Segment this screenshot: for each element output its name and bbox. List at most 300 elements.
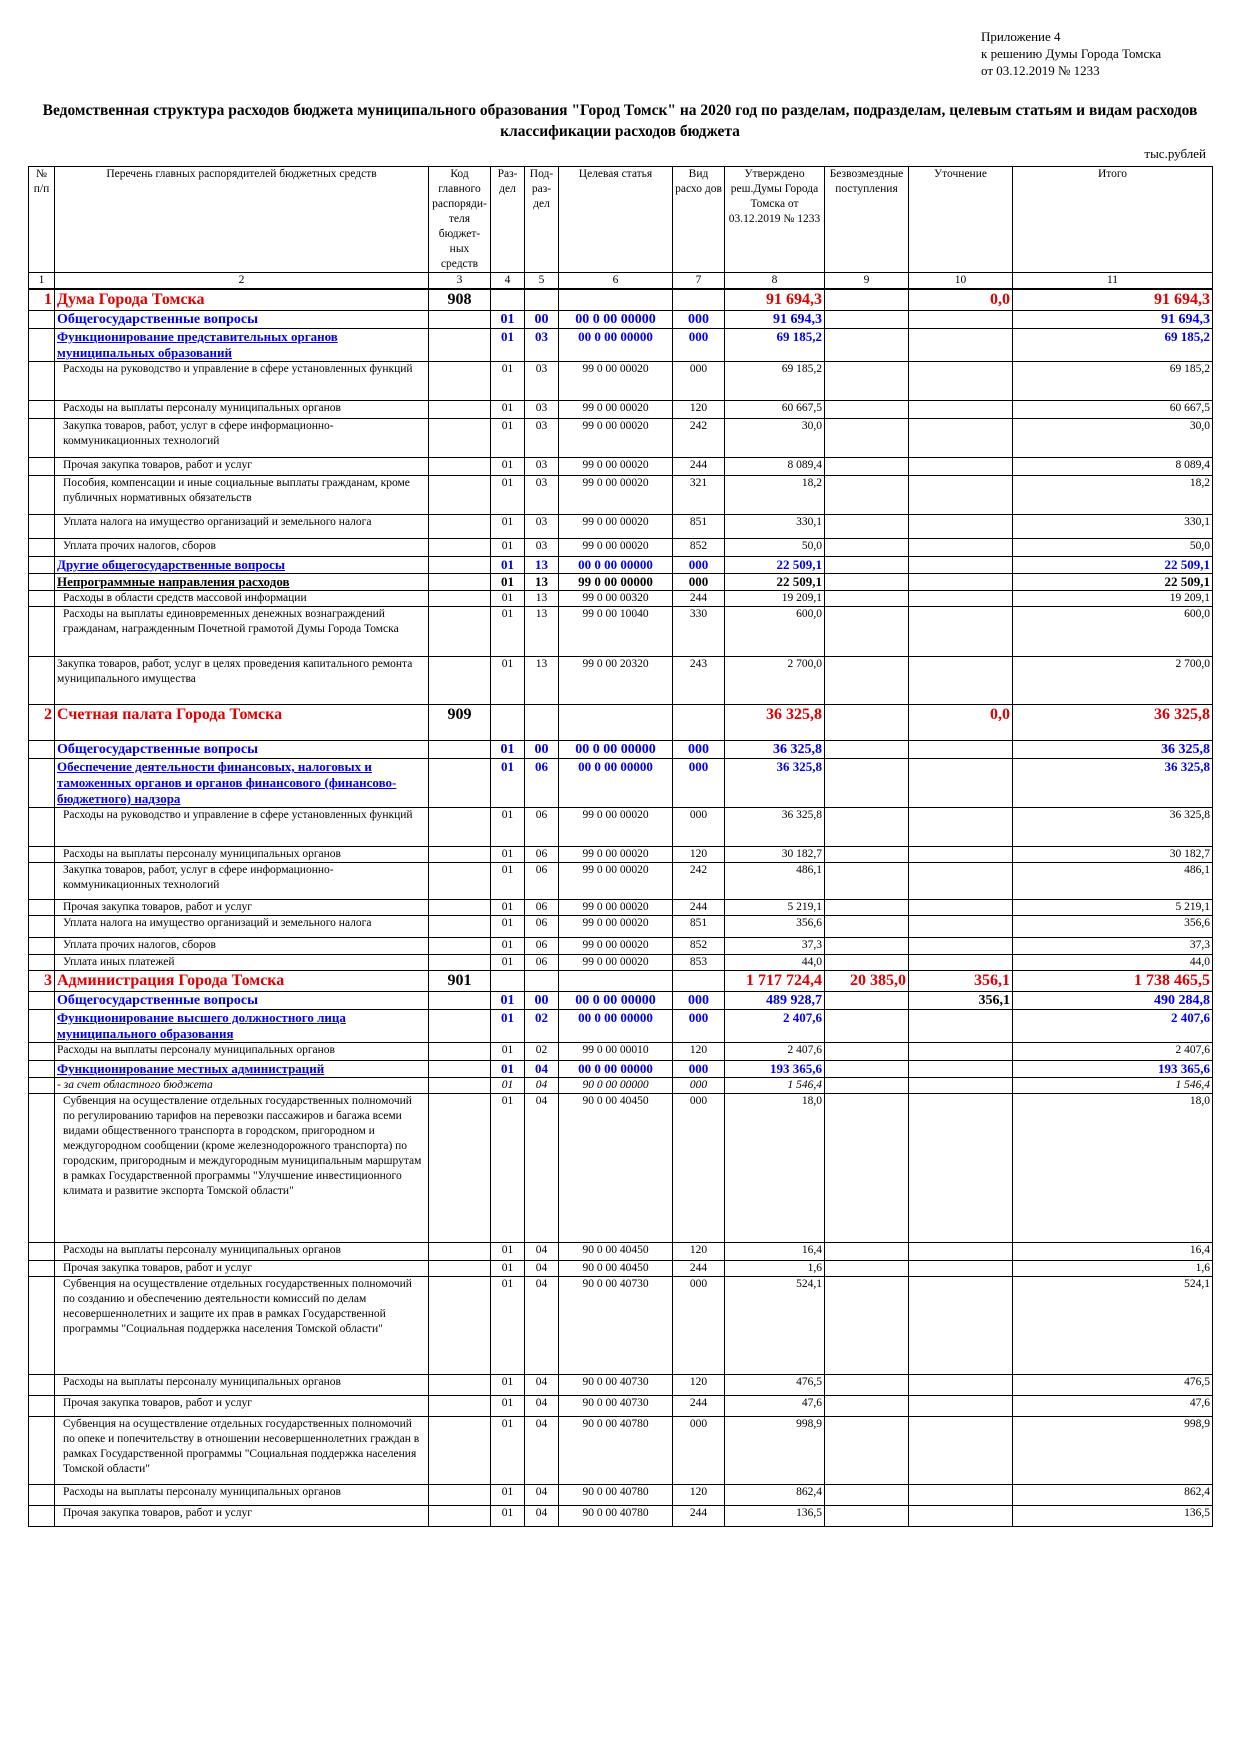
row-total: 36 325,8: [1013, 741, 1213, 759]
row-name: Непрограммные направления расходов: [55, 574, 429, 591]
row-expense-type: 853: [673, 955, 725, 971]
row-grbs-code: [429, 476, 491, 515]
row-target-article: 00 0 00 00000: [559, 1061, 673, 1078]
row-total: 2 407,6: [1013, 1010, 1213, 1043]
row-approved: 862,4: [725, 1485, 825, 1506]
row-subsection: 06: [525, 863, 559, 900]
row-approved: 69 185,2: [725, 362, 825, 401]
row-grbs-code: [429, 458, 491, 476]
row-target-article: 90 0 00 40730: [559, 1396, 673, 1417]
row-adjustment: [909, 574, 1013, 591]
row-number: [29, 955, 55, 971]
row-adjustment: [909, 1010, 1013, 1043]
row-expense-type: 000: [673, 311, 725, 329]
row-subsection: 00: [525, 992, 559, 1010]
table-row: [29, 574, 1213, 591]
row-number: [29, 458, 55, 476]
row-grants: [825, 557, 909, 574]
row-number: [29, 1396, 55, 1417]
row-number: [29, 741, 55, 759]
row-total: 91 694,3: [1013, 289, 1213, 311]
row-total: 330,1: [1013, 515, 1213, 539]
row-adjustment: [909, 1277, 1013, 1375]
row-subsection: 04: [525, 1261, 559, 1277]
row-approved: 91 694,3: [725, 311, 825, 329]
row-target-article: 00 0 00 00000: [559, 329, 673, 362]
row-subsection: 00: [525, 311, 559, 329]
row-total: 193 365,6: [1013, 1061, 1213, 1078]
row-grbs-code: [429, 741, 491, 759]
document-title: Ведомственная структура расходов бюджета муниципального образования "Город Томск" на 2020 год по разделам, подразделам, целевым статьям и видам расходов классификации расходов бюджета: [42, 102, 1198, 140]
row-adjustment: [909, 741, 1013, 759]
row-grbs-code: [429, 847, 491, 863]
row-subsection: 04: [525, 1061, 559, 1078]
row-subsection: 13: [525, 591, 559, 607]
row-section: 01: [491, 539, 525, 557]
row-subsection: 02: [525, 1043, 559, 1061]
row-total: 1 546,4: [1013, 1078, 1213, 1094]
row-approved: 69 185,2: [725, 329, 825, 362]
row-total: 30,0: [1013, 419, 1213, 458]
row-expense-type: 000: [673, 1078, 725, 1094]
row-target-article: [559, 289, 673, 311]
row-total: 47,6: [1013, 1396, 1213, 1417]
row-expense-type: 000: [673, 808, 725, 847]
table-row: [29, 1417, 1213, 1485]
row-grbs-code: [429, 1261, 491, 1277]
row-adjustment: [909, 539, 1013, 557]
row-section: 01: [491, 916, 525, 938]
row-name: Расходы на выплаты персоналу муниципальных органов: [55, 1375, 429, 1396]
row-approved: 193 365,6: [725, 1061, 825, 1078]
row-section: 01: [491, 557, 525, 574]
table-row: [29, 458, 1213, 476]
row-name: Расходы на выплаты персоналу муниципальных органов: [55, 847, 429, 863]
row-grbs-code: [429, 1094, 491, 1243]
table-row: [29, 705, 1213, 741]
row-section: 01: [491, 458, 525, 476]
column-number: 6: [559, 273, 673, 290]
row-expense-type: 244: [673, 591, 725, 607]
row-target-article: 90 0 00 40780: [559, 1417, 673, 1485]
row-subsection: 06: [525, 808, 559, 847]
row-name: Прочая закупка товаров, работ и услуг: [55, 1396, 429, 1417]
row-approved: 18,0: [725, 1094, 825, 1243]
row-adjustment: [909, 476, 1013, 515]
row-section: 01: [491, 1078, 525, 1094]
row-approved: 136,5: [725, 1506, 825, 1527]
row-grbs-code: [429, 1506, 491, 1527]
row-grbs-code: 909: [429, 705, 491, 741]
row-total: 22 509,1: [1013, 574, 1213, 591]
row-subsection: 03: [525, 539, 559, 557]
table-row: [29, 900, 1213, 916]
row-approved: 5 219,1: [725, 900, 825, 916]
row-approved: 8 089,4: [725, 458, 825, 476]
table-row: [29, 419, 1213, 458]
row-grbs-code: [429, 1417, 491, 1485]
row-section: 01: [491, 657, 525, 705]
row-grbs-code: [429, 515, 491, 539]
row-target-article: 00 0 00 00000: [559, 1010, 673, 1043]
header-cell: Итого: [1013, 167, 1213, 273]
row-approved: 2 700,0: [725, 657, 825, 705]
row-grants: [825, 900, 909, 916]
row-grants: [825, 1243, 909, 1261]
row-grants: [825, 1417, 909, 1485]
row-grants: [825, 289, 909, 311]
row-total: 8 089,4: [1013, 458, 1213, 476]
row-total: 19 209,1: [1013, 591, 1213, 607]
table-row: [29, 1396, 1213, 1417]
row-section: 01: [491, 1043, 525, 1061]
row-section: 01: [491, 1243, 525, 1261]
row-approved: 36 325,8: [725, 759, 825, 808]
row-section: 01: [491, 900, 525, 916]
row-approved: 486,1: [725, 863, 825, 900]
row-name: Функционирование представительных органов муниципальных образований: [55, 329, 429, 362]
row-target-article: 99 0 00 00020: [559, 863, 673, 900]
row-expense-type: 321: [673, 476, 725, 515]
row-name: Расходы на руководство и управление в сфере установленных функций: [55, 362, 429, 401]
row-name: Расходы в области средств массовой информации: [55, 591, 429, 607]
row-expense-type: 000: [673, 574, 725, 591]
row-adjustment: [909, 419, 1013, 458]
row-adjustment: [909, 759, 1013, 808]
row-number: [29, 515, 55, 539]
row-name: Расходы на выплаты персоналу муниципальных органов: [55, 1485, 429, 1506]
row-expense-type: 243: [673, 657, 725, 705]
table-row: [29, 1094, 1213, 1243]
table-row: [29, 476, 1213, 515]
row-total: 36 325,8: [1013, 705, 1213, 741]
row-section: 01: [491, 1277, 525, 1375]
row-expense-type: 000: [673, 362, 725, 401]
row-subsection: 13: [525, 574, 559, 591]
row-adjustment: [909, 1485, 1013, 1506]
row-grants: [825, 419, 909, 458]
row-name: Расходы на выплаты персоналу муниципальных органов: [55, 1043, 429, 1061]
row-subsection: 04: [525, 1396, 559, 1417]
row-section: 01: [491, 591, 525, 607]
row-name: - за счет областного бюджета: [55, 1078, 429, 1094]
row-grants: [825, 1010, 909, 1043]
row-expense-type: 244: [673, 900, 725, 916]
row-number: [29, 401, 55, 419]
row-adjustment: [909, 900, 1013, 916]
row-target-article: [559, 705, 673, 741]
row-target-article: 99 0 00 00000: [559, 574, 673, 591]
row-grbs-code: [429, 1277, 491, 1375]
table-row: [29, 1243, 1213, 1261]
row-name: Прочая закупка товаров, работ и услуг: [55, 900, 429, 916]
column-number: 5: [525, 273, 559, 290]
row-adjustment: 356,1: [909, 971, 1013, 992]
row-grbs-code: [429, 362, 491, 401]
row-target-article: 99 0 00 10040: [559, 607, 673, 657]
row-grbs-code: [429, 591, 491, 607]
row-approved: 60 667,5: [725, 401, 825, 419]
row-grants: [825, 759, 909, 808]
row-section: 01: [491, 1261, 525, 1277]
row-adjustment: 356,1: [909, 992, 1013, 1010]
header-cell: Под- раз- дел: [525, 167, 559, 273]
row-target-article: 00 0 00 00000: [559, 759, 673, 808]
row-name: Уплата прочих налогов, сборов: [55, 938, 429, 955]
row-grants: [825, 607, 909, 657]
row-grants: [825, 329, 909, 362]
row-section: 01: [491, 476, 525, 515]
row-grbs-code: [429, 863, 491, 900]
row-grbs-code: [429, 574, 491, 591]
row-number: [29, 657, 55, 705]
row-subsection: 04: [525, 1375, 559, 1396]
row-section: 01: [491, 1375, 525, 1396]
row-total: 600,0: [1013, 607, 1213, 657]
row-name: Расходы на выплаты персоналу муниципальных органов: [55, 401, 429, 419]
row-total: 36 325,8: [1013, 808, 1213, 847]
row-adjustment: 0,0: [909, 705, 1013, 741]
row-total: 1,6: [1013, 1261, 1213, 1277]
row-adjustment: [909, 955, 1013, 971]
row-section: [491, 971, 525, 992]
row-approved: 1,6: [725, 1261, 825, 1277]
row-total: 60 667,5: [1013, 401, 1213, 419]
row-adjustment: [909, 1375, 1013, 1396]
row-number: [29, 1061, 55, 1078]
row-total: 136,5: [1013, 1506, 1213, 1527]
row-grants: [825, 938, 909, 955]
row-grants: [825, 1375, 909, 1396]
row-adjustment: [909, 916, 1013, 938]
column-number-row: [29, 273, 1213, 290]
row-number: [29, 329, 55, 362]
row-subsection: 06: [525, 916, 559, 938]
row-adjustment: 0,0: [909, 289, 1013, 311]
row-name: Закупка товаров, работ, услуг в целях проведения капитального ремонта муниципального имущества: [55, 657, 429, 705]
row-expense-type: 852: [673, 938, 725, 955]
row-grants: [825, 591, 909, 607]
row-subsection: 04: [525, 1485, 559, 1506]
appendix-line: от 03.12.2019 № 1233: [981, 63, 1100, 78]
row-adjustment: [909, 1261, 1013, 1277]
row-grants: [825, 401, 909, 419]
row-expense-type: [673, 705, 725, 741]
row-expense-type: 000: [673, 1061, 725, 1078]
row-subsection: 06: [525, 938, 559, 955]
row-total: 22 509,1: [1013, 557, 1213, 574]
row-approved: 30,0: [725, 419, 825, 458]
row-target-article: 99 0 00 20320: [559, 657, 673, 705]
row-subsection: 04: [525, 1243, 559, 1261]
row-expense-type: 120: [673, 1485, 725, 1506]
budget-rows: [29, 289, 1213, 1527]
row-name: Общегосударственные вопросы: [55, 741, 429, 759]
row-name: Дума Города Томска: [55, 289, 429, 311]
row-expense-type: 242: [673, 863, 725, 900]
table-row: [29, 657, 1213, 705]
row-grants: [825, 1277, 909, 1375]
table-row: [29, 863, 1213, 900]
row-total: 30 182,7: [1013, 847, 1213, 863]
row-approved: 47,6: [725, 1396, 825, 1417]
row-approved: 19 209,1: [725, 591, 825, 607]
row-adjustment: [909, 1243, 1013, 1261]
row-section: 01: [491, 1396, 525, 1417]
table-row: [29, 289, 1213, 311]
column-number: 9: [825, 273, 909, 290]
table-row: [29, 401, 1213, 419]
row-total: 18,2: [1013, 476, 1213, 515]
row-grants: [825, 574, 909, 591]
row-grants: [825, 1078, 909, 1094]
row-expense-type: 244: [673, 1396, 725, 1417]
row-total: 69 185,2: [1013, 362, 1213, 401]
row-grants: [825, 1043, 909, 1061]
row-grants: [825, 863, 909, 900]
row-target-article: 99 0 00 00020: [559, 938, 673, 955]
row-name: Уплата прочих налогов, сборов: [55, 539, 429, 557]
row-grbs-code: [429, 311, 491, 329]
row-expense-type: 000: [673, 992, 725, 1010]
row-number: 1: [29, 289, 55, 311]
row-grbs-code: [429, 557, 491, 574]
row-number: [29, 476, 55, 515]
row-number: [29, 1078, 55, 1094]
row-approved: 44,0: [725, 955, 825, 971]
column-number: 2: [55, 273, 429, 290]
header-cell: Перечень главных распорядителей бюджетных средств: [55, 167, 429, 273]
row-approved: 91 694,3: [725, 289, 825, 311]
row-subsection: 04: [525, 1094, 559, 1243]
row-total: 524,1: [1013, 1277, 1213, 1375]
row-subsection: 04: [525, 1277, 559, 1375]
row-grbs-code: [429, 955, 491, 971]
row-grbs-code: 901: [429, 971, 491, 992]
row-adjustment: [909, 591, 1013, 607]
row-target-article: 99 0 00 00020: [559, 458, 673, 476]
table-row: [29, 557, 1213, 574]
row-grants: [825, 916, 909, 938]
row-expense-type: 000: [673, 759, 725, 808]
row-subsection: 03: [525, 476, 559, 515]
row-subsection: 03: [525, 419, 559, 458]
row-target-article: 99 0 00 00320: [559, 591, 673, 607]
row-adjustment: [909, 1078, 1013, 1094]
row-number: [29, 539, 55, 557]
row-subsection: 06: [525, 955, 559, 971]
row-section: 01: [491, 329, 525, 362]
row-target-article: 99 0 00 00020: [559, 916, 673, 938]
row-expense-type: 120: [673, 847, 725, 863]
table-row: [29, 1375, 1213, 1396]
table-row: [29, 938, 1213, 955]
row-adjustment: [909, 362, 1013, 401]
row-grants: [825, 657, 909, 705]
row-approved: 2 407,6: [725, 1043, 825, 1061]
row-expense-type: 330: [673, 607, 725, 657]
row-expense-type: 244: [673, 1506, 725, 1527]
row-subsection: [525, 289, 559, 311]
header-cell: Код главного распоряди- теля бюджет- ных средств: [429, 167, 491, 273]
table-row: [29, 1506, 1213, 1527]
row-adjustment: [909, 557, 1013, 574]
row-subsection: 03: [525, 401, 559, 419]
row-section: 01: [491, 1061, 525, 1078]
row-approved: 330,1: [725, 515, 825, 539]
row-grants: 20 385,0: [825, 971, 909, 992]
row-grbs-code: [429, 539, 491, 557]
row-target-article: 00 0 00 00000: [559, 992, 673, 1010]
header-cell: Раз- дел: [491, 167, 525, 273]
row-expense-type: [673, 971, 725, 992]
row-name: Обеспечение деятельности финансовых, налоговых и таможенных органов и органов финансового (финансово-бюджетного) надзора: [55, 759, 429, 808]
row-number: [29, 1094, 55, 1243]
row-name: Уплата иных платежей: [55, 955, 429, 971]
row-number: [29, 1485, 55, 1506]
row-grants: [825, 311, 909, 329]
row-expense-type: 851: [673, 916, 725, 938]
row-approved: 22 509,1: [725, 557, 825, 574]
table-row: [29, 1078, 1213, 1094]
row-section: 01: [491, 401, 525, 419]
header-cell: Целевая статья: [559, 167, 673, 273]
row-adjustment: [909, 938, 1013, 955]
row-total: 5 219,1: [1013, 900, 1213, 916]
row-subsection: 03: [525, 362, 559, 401]
row-number: 2: [29, 705, 55, 741]
row-target-article: 99 0 00 00020: [559, 362, 673, 401]
table-row: [29, 1277, 1213, 1375]
row-target-article: 90 0 00 40730: [559, 1277, 673, 1375]
row-adjustment: [909, 1506, 1013, 1527]
row-section: 01: [491, 1485, 525, 1506]
row-number: [29, 1243, 55, 1261]
row-grbs-code: [429, 1010, 491, 1043]
table-row: [29, 1485, 1213, 1506]
row-section: 01: [491, 362, 525, 401]
row-target-article: 99 0 00 00020: [559, 419, 673, 458]
row-grbs-code: [429, 1375, 491, 1396]
row-adjustment: [909, 1043, 1013, 1061]
row-number: [29, 1043, 55, 1061]
row-section: [491, 289, 525, 311]
row-subsection: 06: [525, 900, 559, 916]
row-name: Общегосударственные вопросы: [55, 992, 429, 1010]
column-number: 3: [429, 273, 491, 290]
row-total: 16,4: [1013, 1243, 1213, 1261]
row-grbs-code: [429, 1078, 491, 1094]
row-approved: 36 325,8: [725, 808, 825, 847]
table-row: [29, 1010, 1213, 1043]
row-target-article: 99 0 00 00020: [559, 900, 673, 916]
row-section: 01: [491, 863, 525, 900]
table-row: [29, 539, 1213, 557]
row-grbs-code: [429, 657, 491, 705]
row-name: Общегосударственные вопросы: [55, 311, 429, 329]
appendix-line: Приложение 4: [981, 29, 1061, 44]
row-approved: 2 407,6: [725, 1010, 825, 1043]
row-subsection: 13: [525, 657, 559, 705]
row-target-article: 90 0 00 00000: [559, 1078, 673, 1094]
table-row: [29, 1061, 1213, 1078]
row-approved: 600,0: [725, 607, 825, 657]
row-subsection: 03: [525, 329, 559, 362]
table-row: [29, 955, 1213, 971]
row-adjustment: [909, 458, 1013, 476]
row-approved: 16,4: [725, 1243, 825, 1261]
row-target-article: 99 0 00 00010: [559, 1043, 673, 1061]
